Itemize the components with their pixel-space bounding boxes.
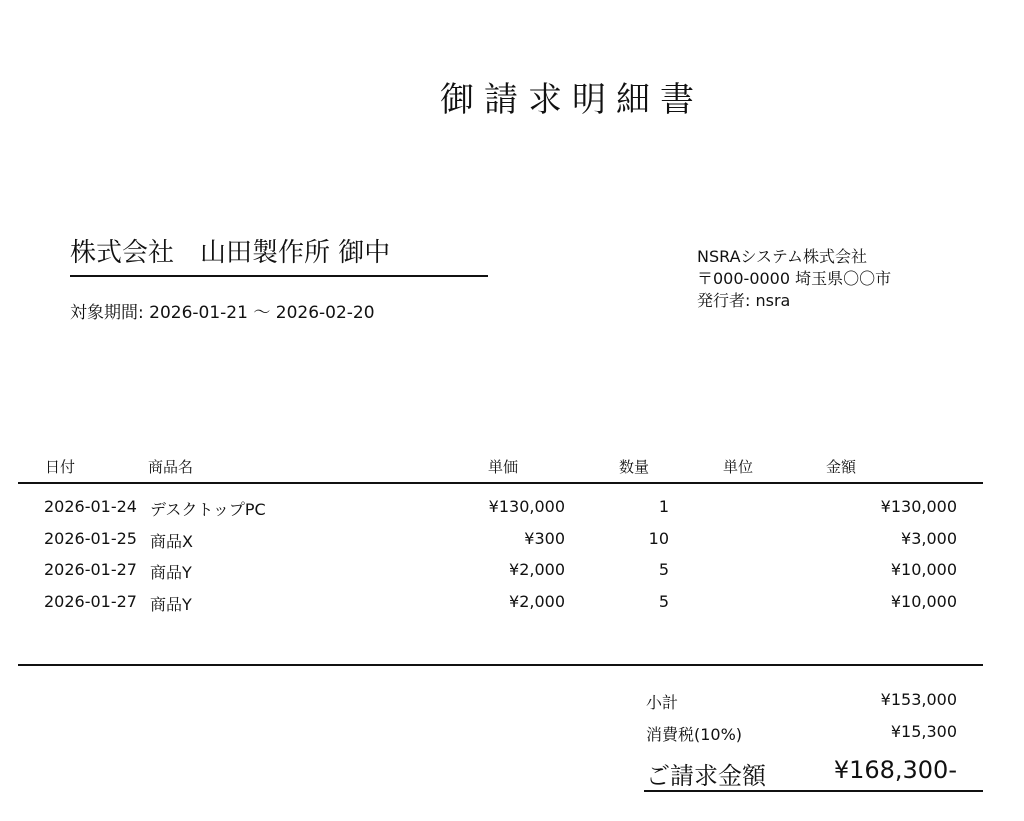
table-row bbox=[0, 494, 1024, 526]
issuer-company: NSRAシステム株式会社 bbox=[697, 247, 867, 266]
period-start: 2026-01-21 bbox=[149, 303, 248, 323]
header-unit: 単位 bbox=[723, 458, 754, 476]
row-unit-price: ¥2,000 bbox=[509, 560, 565, 579]
row-unit-price: ¥300 bbox=[524, 528, 565, 548]
row-unit-price: ¥2,000 bbox=[509, 591, 565, 611]
issuer-block bbox=[697, 246, 891, 312]
header-date: 日付 bbox=[45, 458, 76, 476]
table-row bbox=[0, 557, 1024, 589]
row-amount: ¥130,000 bbox=[880, 497, 957, 516]
header-amount: 金額 bbox=[826, 458, 857, 476]
tax-value: ¥15,300 bbox=[890, 722, 957, 741]
subtotal-line bbox=[0, 688, 1024, 720]
row-amount: ¥10,000 bbox=[890, 560, 957, 579]
header-unit-price: 単価 bbox=[488, 458, 519, 476]
grand-total-line bbox=[644, 754, 983, 792]
grand-total-label: ご請求金額 bbox=[646, 762, 766, 790]
client-name: 株式会社 山田製作所 御中 bbox=[70, 232, 488, 277]
table-bottom-divider bbox=[18, 664, 983, 666]
header-quantity: 数量 bbox=[619, 458, 650, 476]
row-date: 2026-01-24 bbox=[44, 497, 137, 516]
row-quantity: 5 bbox=[658, 560, 669, 579]
row-quantity: 5 bbox=[658, 591, 669, 611]
row-quantity: 1 bbox=[658, 497, 669, 516]
row-amount: ¥10,000 bbox=[890, 591, 957, 611]
table-header bbox=[18, 456, 983, 484]
row-product-name: デスクトップPC bbox=[150, 500, 266, 519]
subtotal-value: ¥153,000 bbox=[880, 690, 957, 709]
totals-block bbox=[0, 688, 1024, 752]
table-body bbox=[0, 494, 1024, 620]
billing-period bbox=[70, 298, 375, 323]
period-label: 対象期間: bbox=[70, 303, 150, 323]
subtotal-label: 小計 bbox=[646, 693, 679, 712]
table-row bbox=[0, 526, 1024, 558]
row-quantity: 10 bbox=[648, 528, 669, 548]
issuer-address: 〒000-0000 埼玉県〇〇市 bbox=[697, 269, 892, 288]
row-unit-price: ¥130,000 bbox=[488, 497, 565, 516]
row-amount: ¥3,000 bbox=[901, 528, 957, 548]
row-date: 2026-01-27 bbox=[44, 560, 137, 579]
row-product-name: 商品Y bbox=[150, 594, 192, 614]
tax-label: 消費税(10%) bbox=[646, 725, 743, 744]
document-title: 御請求明細書 bbox=[440, 80, 704, 120]
period-end: 2026-02-20 bbox=[275, 303, 375, 323]
row-date: 2026-01-25 bbox=[44, 528, 137, 548]
table-row bbox=[0, 589, 1024, 621]
period-separator: ～ bbox=[247, 303, 276, 323]
row-product-name: 商品X bbox=[150, 531, 193, 551]
header-product-name: 商品名 bbox=[148, 458, 194, 476]
issuer-person: 発行者: nsra bbox=[697, 291, 791, 310]
row-date: 2026-01-27 bbox=[44, 591, 137, 611]
grand-total-value: ¥168,300- bbox=[833, 756, 957, 784]
row-product-name: 商品Y bbox=[150, 563, 192, 582]
tax-line bbox=[0, 720, 1024, 752]
